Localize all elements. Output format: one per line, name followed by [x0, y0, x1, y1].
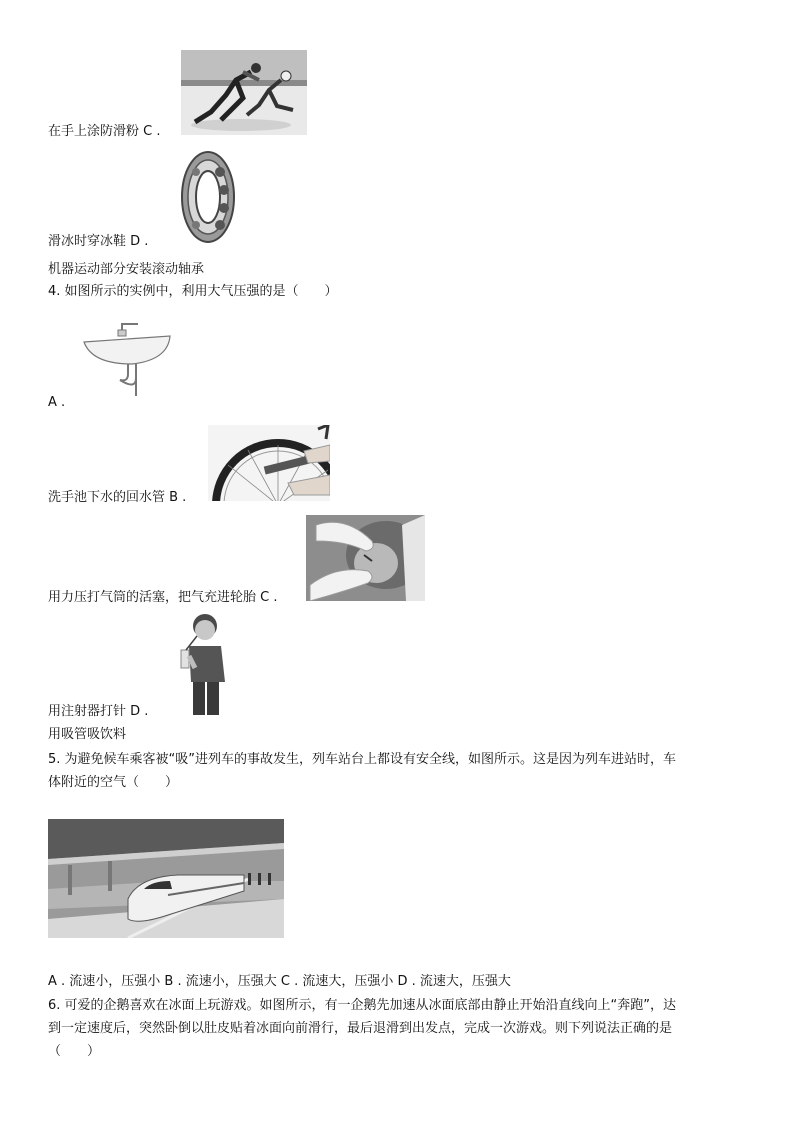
q6-stem-line3: （ ） [48, 1044, 101, 1059]
q4-label-a: A . [48, 395, 66, 410]
q6-stem-line1: 6. 可爱的企鹅喜欢在冰面上玩游戏。如图所示，有一企鹅先加速从冰面底部由静止开始沿直线向上“奔跑”，达 [48, 998, 677, 1013]
bearing-photo [180, 150, 235, 245]
q4-stem: 4. 如图所示的实例中，利用大气压强的是（ ） [48, 284, 338, 299]
washbasin-drawing [82, 320, 174, 400]
q6-stem-line2: 到一定速度后，突然卧倒以肚皮贴着冰面向前滑行，最后退滑到出发点，完成一次游戏。则下列说法正确的是 [48, 1021, 673, 1036]
q4-option-d: 用吸管吸饮料 [48, 727, 127, 742]
q4-option-a: 洗手池下水的回水管 B . [48, 490, 187, 505]
q3-option-d: 机器运动部分安装滚动轴承 [48, 262, 205, 277]
q5-stem-line2: 体附近的空气（ ） [48, 775, 179, 790]
q5-options: A . 流速小，压强小 B . 流速小，压强大 C . 流速大，压强小 D . 流速大，压强大 [48, 974, 511, 989]
boy-straw-photo [175, 612, 226, 715]
q3-option-b: 在手上涂防滑粉 C . [48, 124, 161, 139]
skaters-photo [181, 50, 307, 135]
q4-option-c: 用注射器打针 D . [48, 704, 149, 719]
bike-pump-photo [208, 425, 330, 501]
q5-stem-line1: 5. 为避免候车乘客被“吸”进列车的事故发生，列车站台上都设有安全线，如图所示。这是因为列车进站时，车 [48, 752, 677, 767]
q4-option-b: 用力压打气筒的活塞，把气充进轮胎 C . [48, 590, 278, 605]
train-platform-photo [48, 819, 284, 938]
q3-option-c: 滑冰时穿冰鞋 D . [48, 234, 149, 249]
injection-photo [306, 515, 425, 601]
